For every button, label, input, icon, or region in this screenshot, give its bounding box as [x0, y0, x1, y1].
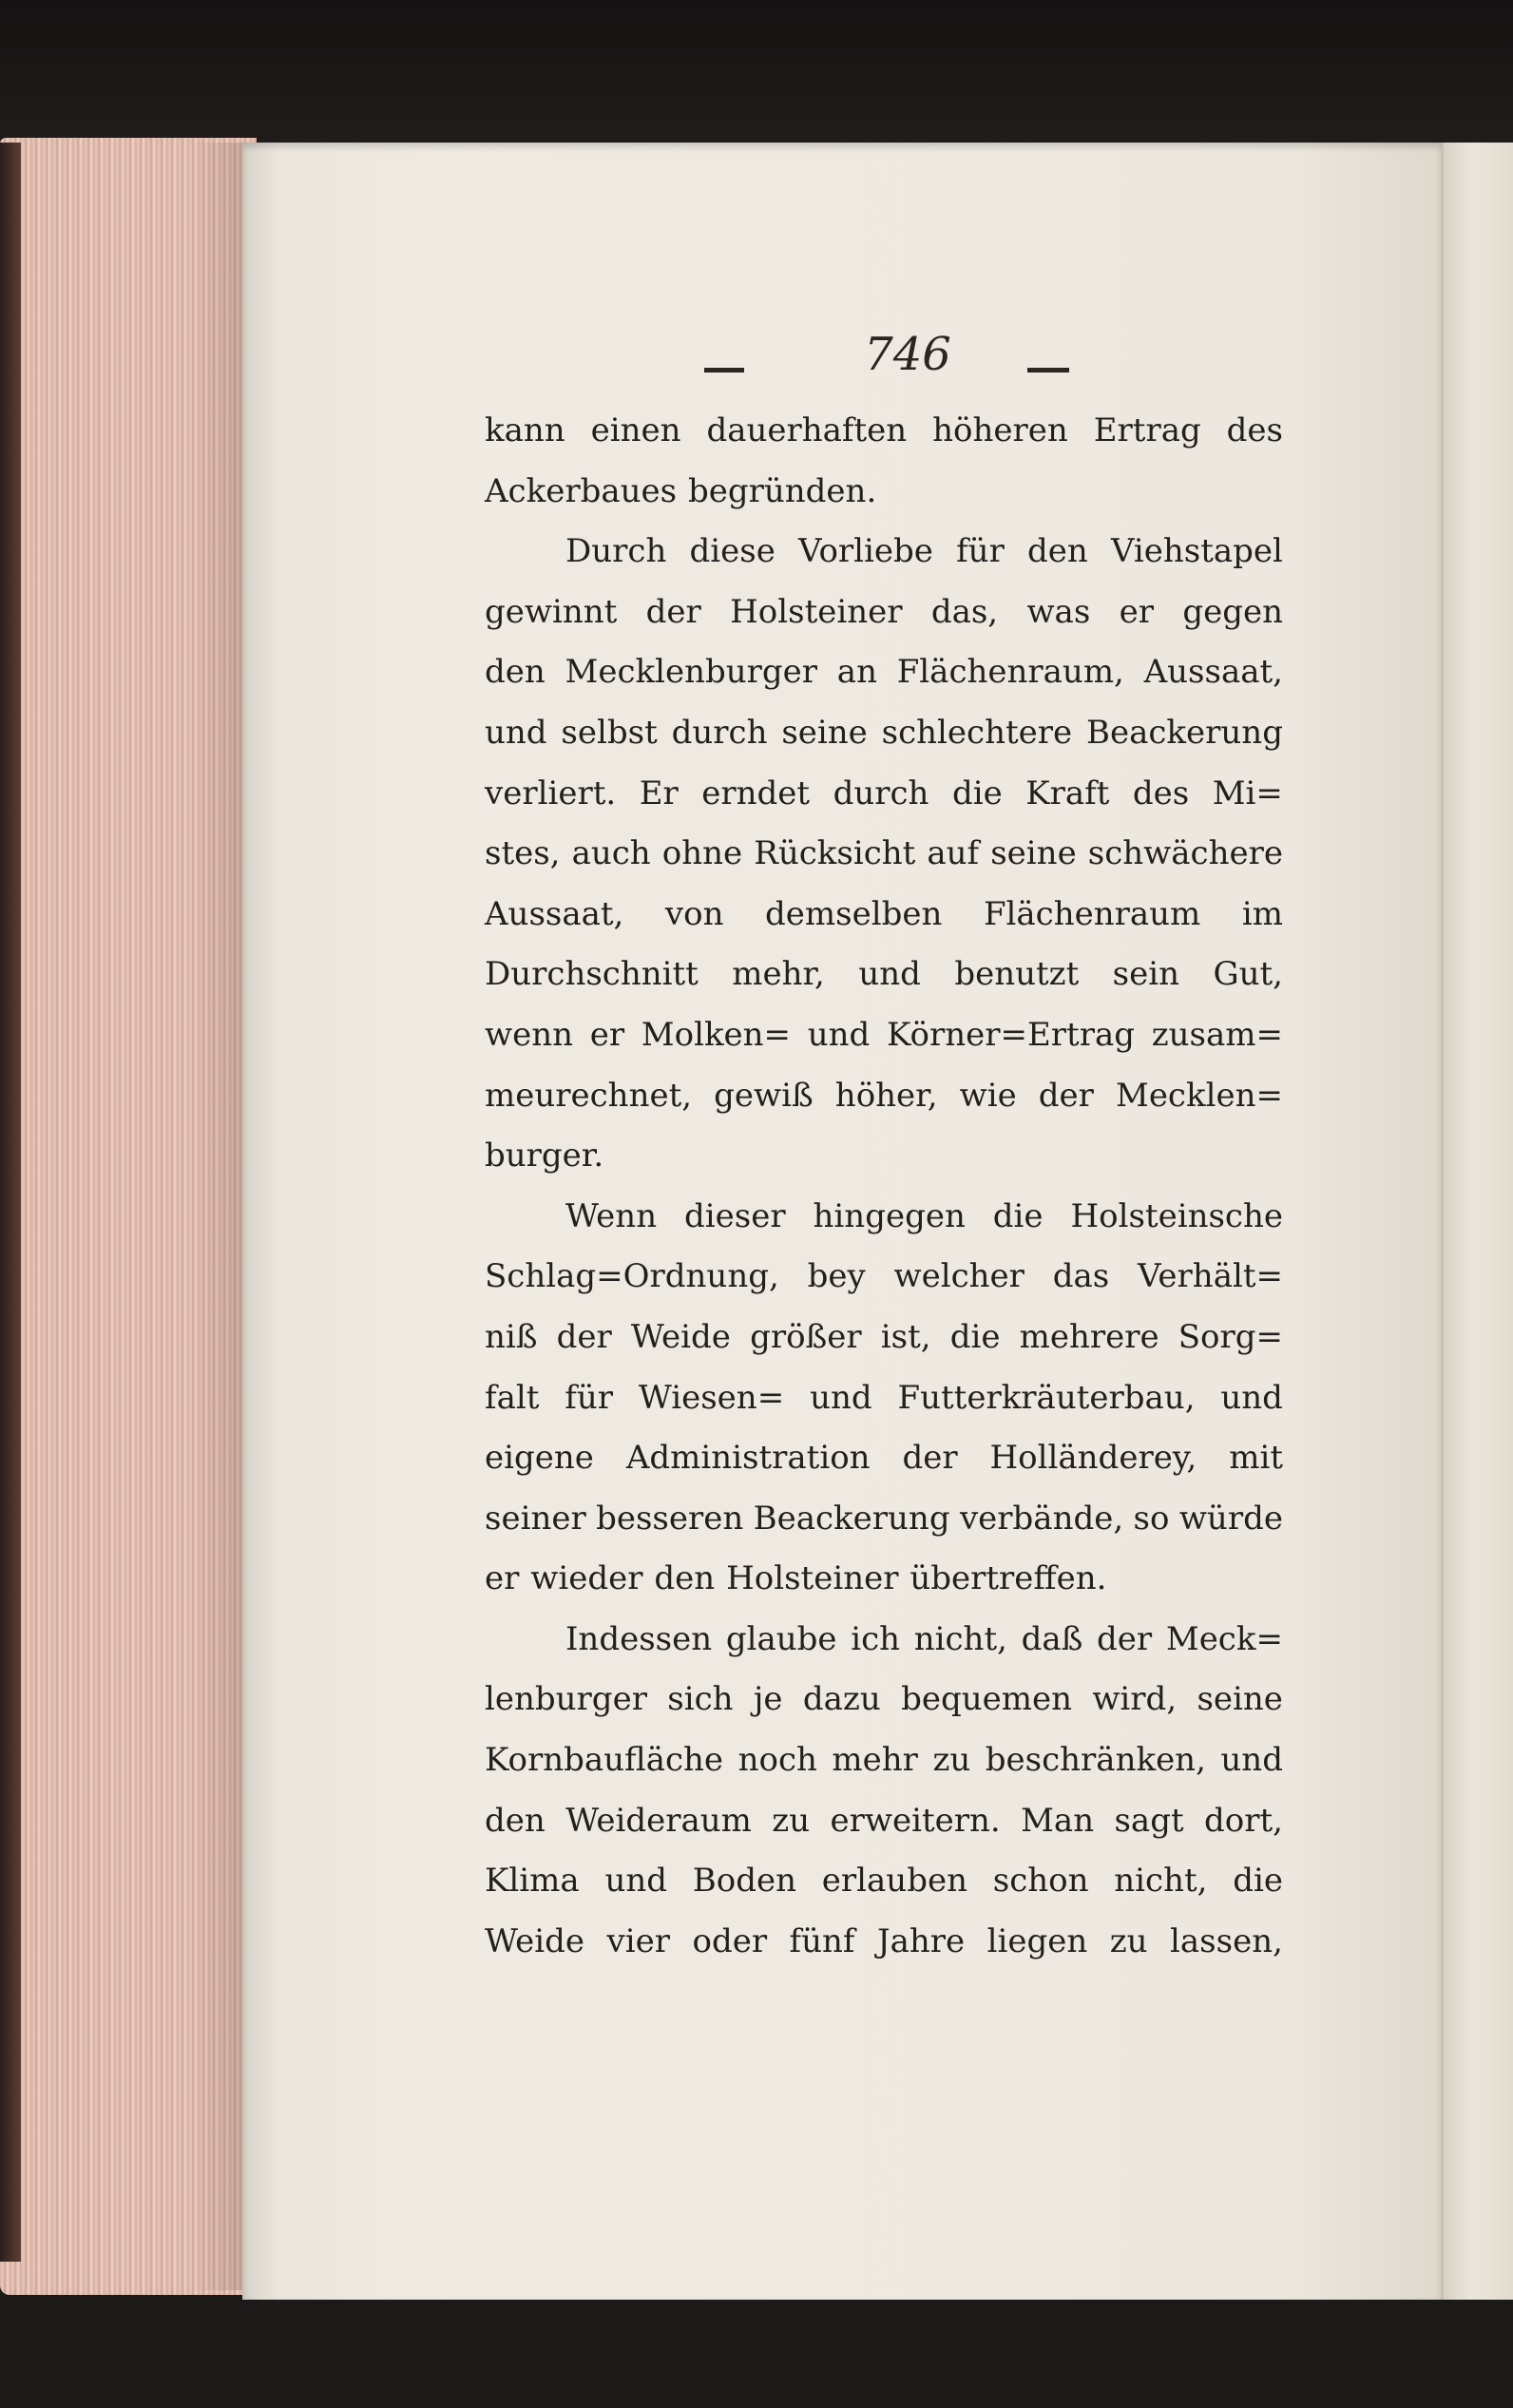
word: durch	[671, 713, 768, 752]
word: Jahre	[876, 1921, 966, 1960]
word: für	[956, 532, 1005, 571]
word: fünf	[789, 1921, 855, 1960]
word: bey	[807, 1257, 866, 1296]
word: Wenn	[565, 1196, 658, 1235]
word: falt	[485, 1378, 540, 1417]
word: er	[1119, 592, 1154, 631]
binding-shadow	[0, 143, 21, 2262]
word: auf	[927, 834, 980, 873]
word: Vorliebe	[798, 532, 933, 571]
word: höher,	[834, 1076, 938, 1115]
word: zu	[772, 1801, 811, 1840]
text-line	[485, 1187, 1283, 1248]
word: zusam=	[1151, 1015, 1283, 1054]
word: demselben	[765, 894, 943, 933]
word: Durchschnitt	[485, 955, 699, 994]
word: Wiesen=	[638, 1378, 785, 1417]
header-dash-left	[704, 368, 744, 373]
word: Beackerung	[1086, 713, 1283, 752]
word: Administration	[625, 1439, 871, 1478]
text-line	[485, 1308, 1283, 1368]
word: nicht,	[913, 1619, 1007, 1658]
text-line	[485, 522, 1283, 583]
word: dieser	[684, 1196, 786, 1235]
header-dash-right	[1027, 368, 1069, 373]
text-line	[485, 583, 1283, 643]
word: Aussaat,	[485, 894, 624, 933]
word: höheren	[932, 411, 1068, 449]
word: je	[753, 1680, 783, 1719]
word: beschränken,	[985, 1741, 1206, 1780]
word: der	[1097, 1619, 1153, 1658]
word: die	[992, 1196, 1044, 1235]
word: und	[810, 1378, 872, 1417]
word: ohne	[661, 834, 743, 873]
word: des	[1226, 411, 1283, 449]
word: Holsteiner	[730, 592, 903, 631]
word: Boden	[692, 1862, 797, 1901]
word: diese	[689, 532, 776, 571]
word: vier	[606, 1921, 670, 1960]
word: so	[1133, 1499, 1170, 1538]
word: den	[485, 653, 546, 692]
word: hingegen	[813, 1196, 966, 1235]
word: begründen.	[687, 471, 877, 510]
word: für	[565, 1378, 614, 1417]
word: Viehstapel	[1110, 532, 1283, 571]
word: Holsteiner	[726, 1559, 899, 1598]
word: Er	[639, 774, 679, 812]
word: zu	[1109, 1921, 1148, 1960]
word: welcher	[893, 1257, 1025, 1296]
word: des	[1132, 774, 1190, 812]
text-line	[485, 1851, 1283, 1912]
word: oder	[692, 1921, 768, 1960]
word: kann	[485, 411, 565, 449]
word: dazu	[802, 1680, 881, 1719]
word: und	[858, 955, 921, 994]
word: niß	[485, 1317, 538, 1356]
word: Schlag=Ordnung,	[485, 1257, 779, 1296]
text-line	[485, 1912, 1283, 1973]
word: daß	[1021, 1619, 1083, 1658]
word: Mi=	[1212, 774, 1283, 812]
word: er	[589, 1015, 625, 1054]
word: das,	[930, 592, 999, 631]
word: erweitern.	[830, 1801, 1001, 1840]
word: dort,	[1204, 1801, 1283, 1840]
text-line	[485, 1730, 1283, 1791]
word: glaube	[725, 1619, 837, 1658]
word: wird,	[1092, 1680, 1178, 1719]
word: ich	[851, 1619, 901, 1658]
word: zu	[932, 1741, 971, 1780]
word: seine	[1197, 1680, 1283, 1719]
text-line	[485, 462, 1283, 523]
word: von	[664, 894, 724, 933]
text-line	[485, 1247, 1283, 1308]
word: dauerhaften	[706, 411, 908, 449]
word: Ertrag	[1093, 411, 1201, 449]
word: sich	[667, 1680, 734, 1719]
word: mehr	[832, 1741, 918, 1780]
word: Weideraum	[565, 1801, 752, 1840]
word: stes,	[485, 834, 561, 873]
word: und	[807, 1015, 871, 1054]
word: durch	[833, 774, 929, 812]
word: mehr,	[732, 955, 825, 994]
word: den	[485, 1801, 546, 1840]
word: die	[951, 774, 1003, 812]
word: erlauben	[821, 1862, 967, 1901]
word: im	[1241, 894, 1283, 933]
word: würde	[1178, 1499, 1283, 1538]
word: schlechtere	[881, 713, 1073, 752]
word: benutzt	[954, 955, 1080, 994]
text-line	[485, 1610, 1283, 1671]
word: Gut,	[1213, 955, 1283, 994]
word: Durch	[565, 532, 667, 571]
word: meurechnet,	[485, 1076, 693, 1115]
word: übertreffen.	[910, 1559, 1107, 1598]
word: mit	[1229, 1439, 1283, 1478]
word: größer	[750, 1317, 862, 1356]
word: wenn	[485, 1015, 574, 1054]
word: wieder	[530, 1559, 643, 1598]
word: bequemen	[901, 1680, 1072, 1719]
word: mehrere	[1019, 1317, 1159, 1356]
word: und	[1220, 1378, 1283, 1417]
text-line	[485, 1005, 1283, 1066]
word: der	[902, 1439, 958, 1478]
word: gewinnt	[485, 592, 618, 631]
word: der	[645, 592, 701, 631]
word: Molken=	[641, 1015, 792, 1054]
word: schon	[992, 1862, 1089, 1901]
text-line	[485, 1549, 1283, 1610]
word: burger.	[485, 1137, 604, 1175]
word: der	[1038, 1076, 1094, 1115]
text-line	[485, 642, 1283, 703]
word: schwächere	[1087, 834, 1283, 873]
word: Mecklen=	[1116, 1076, 1283, 1115]
word: selbst	[561, 713, 658, 752]
word: Weide	[485, 1921, 585, 1960]
word: an	[836, 653, 877, 692]
word: verliert.	[485, 774, 617, 812]
word: die	[949, 1317, 1001, 1356]
text-line	[485, 1368, 1283, 1429]
word: Klima	[485, 1862, 580, 1901]
word: was	[1026, 592, 1091, 631]
word: und	[1220, 1741, 1283, 1780]
word: Sorg=	[1178, 1317, 1283, 1356]
word: wie	[959, 1076, 1017, 1115]
word: Weide	[630, 1317, 731, 1356]
word: einen	[590, 411, 681, 449]
word: und	[604, 1862, 667, 1901]
text-line	[485, 1428, 1283, 1489]
text-line	[485, 885, 1283, 946]
text-line	[485, 1670, 1283, 1730]
text-line	[485, 764, 1283, 825]
word: seiner	[485, 1499, 586, 1538]
word: erndet	[701, 774, 811, 812]
word: Kornbaufläche	[485, 1741, 724, 1780]
word: das	[1052, 1257, 1110, 1296]
text-line	[485, 703, 1283, 764]
word: Beackerung	[753, 1499, 950, 1538]
text-line	[485, 945, 1283, 1005]
word: lassen,	[1170, 1921, 1283, 1960]
word: den	[654, 1559, 716, 1598]
word: gewiß	[714, 1076, 814, 1115]
word: auch	[571, 834, 651, 873]
text-line	[485, 1126, 1283, 1187]
word: er	[485, 1559, 520, 1598]
word: nicht,	[1114, 1862, 1208, 1901]
word: besseren	[596, 1499, 744, 1538]
word: Mecklenburger	[565, 653, 818, 692]
word: und	[485, 713, 547, 752]
word: den	[1026, 532, 1088, 571]
word: sein	[1112, 955, 1180, 994]
body-text	[485, 401, 1283, 1972]
text-line	[485, 1489, 1283, 1550]
word: seine	[990, 834, 1077, 873]
word: die	[1233, 1862, 1283, 1901]
adjacent-page	[1435, 143, 1513, 2300]
word: gegen	[1182, 592, 1283, 631]
word: eigene	[485, 1439, 594, 1478]
word: lenburger	[485, 1680, 647, 1719]
word: ist,	[880, 1317, 931, 1356]
background	[0, 0, 1513, 143]
word: Körner=Ertrag	[887, 1015, 1135, 1054]
word: sagt	[1114, 1801, 1184, 1840]
word: Holsteinsche	[1070, 1196, 1283, 1235]
word: der	[556, 1317, 612, 1356]
text-line	[485, 1066, 1283, 1127]
word: Verhält=	[1137, 1257, 1283, 1296]
word: Aussaat,	[1143, 653, 1283, 692]
word: Futterkräuterbau,	[897, 1378, 1196, 1417]
word: Man	[1021, 1801, 1095, 1840]
word: verbände,	[959, 1499, 1124, 1538]
word: Ackerbaues	[485, 471, 678, 510]
text-line	[485, 401, 1283, 462]
word: Flächenraum	[983, 894, 1201, 933]
text-line	[485, 1791, 1283, 1852]
word: Flächenraum,	[896, 653, 1124, 692]
page-number: 746	[864, 328, 951, 381]
word: Meck=	[1165, 1619, 1283, 1658]
word: Indessen	[565, 1619, 713, 1658]
word: liegen	[986, 1921, 1088, 1960]
word: seine	[781, 713, 868, 752]
word: Rücksicht	[754, 834, 916, 873]
word: noch	[737, 1741, 817, 1780]
text-line	[485, 824, 1283, 885]
word: Holländerey,	[989, 1439, 1197, 1478]
word: Kraft	[1025, 774, 1110, 812]
